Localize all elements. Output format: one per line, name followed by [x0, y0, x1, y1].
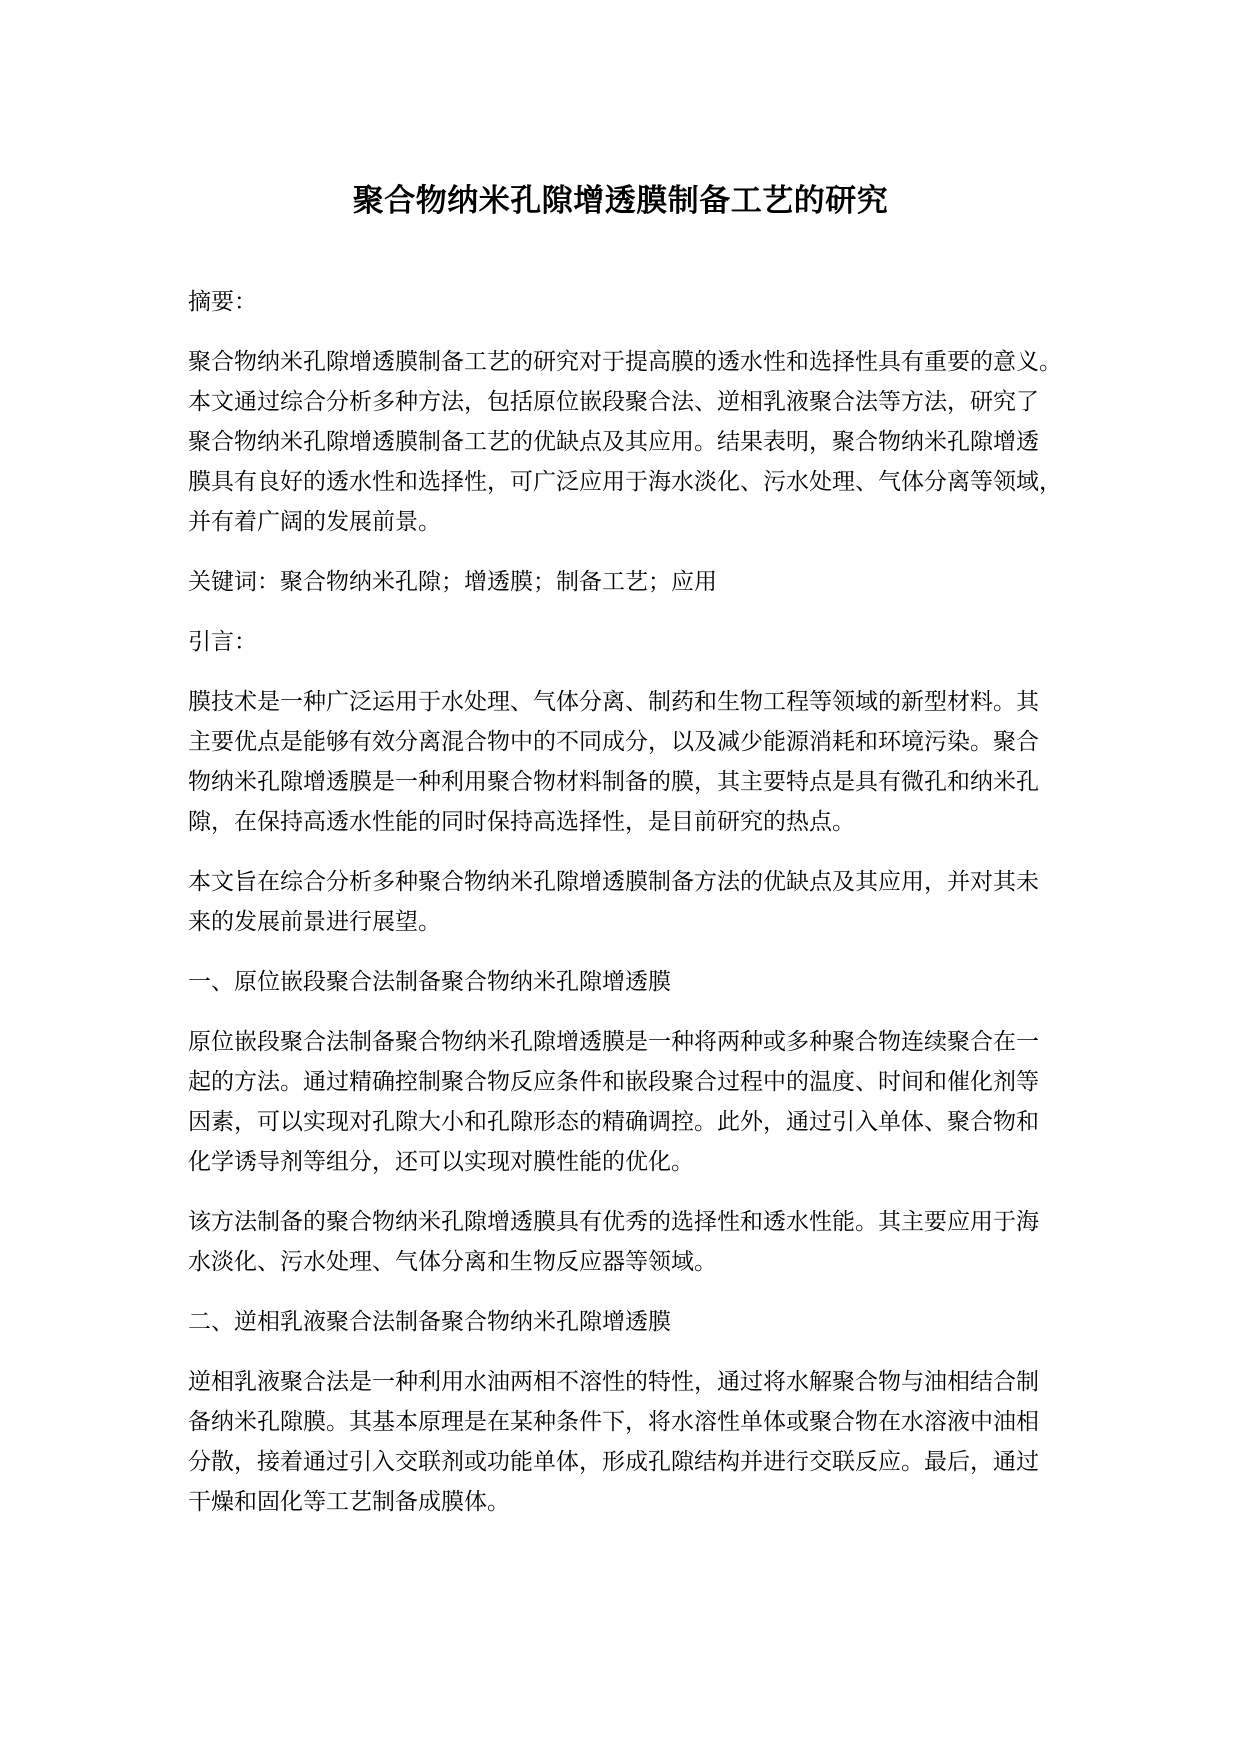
text-line: 一、原位嵌段聚合法制备聚合物纳米孔隙增透膜	[188, 969, 671, 995]
text-line: 并有着广阔的发展前景。	[188, 509, 441, 535]
section-1-application-paragraph	[188, 1202, 1078, 1282]
document-body	[188, 282, 1078, 1542]
section-2-paragraph	[188, 1362, 1078, 1522]
text-line: 关键词：聚合物纳米孔隙；增透膜；制备工艺；应用	[188, 569, 717, 595]
text-line: 该方法制备的聚合物纳米孔隙增透膜具有优秀的选择性和透水性能。其主要应用于海	[188, 1209, 1039, 1235]
text-line: 因素，可以实现对孔隙大小和孔隙形态的精确调控。此外，通过引入单体、聚合物和	[188, 1109, 1039, 1135]
text-line: 原位嵌段聚合法制备聚合物纳米孔隙增透膜是一种将两种或多种聚合物连续聚合在一	[188, 1029, 1039, 1055]
text-line: 主要优点是能够有效分离混合物中的不同成分，以及减少能源消耗和环境污染。聚合	[188, 729, 1039, 755]
text-line: 来的发展前景进行展望。	[188, 909, 441, 935]
text-line: 膜具有良好的透水性和选择性，可广泛应用于海水淡化、污水处理、气体分离等领域，	[188, 469, 1062, 495]
text-line: 水淡化、污水处理、气体分离和生物反应器等领域。	[188, 1249, 717, 1275]
intro-aim-paragraph	[188, 862, 1078, 942]
text-line: 引言：	[188, 629, 257, 655]
text-line: 逆相乳液聚合法是一种利用水油两相不溶性的特性，通过将水解聚合物与油相结合制	[188, 1369, 1039, 1395]
text-line: 备纳米孔隙膜。其基本原理是在某种条件下，将水溶性单体或聚合物在水溶液中油相	[188, 1409, 1039, 1435]
text-line: 干燥和固化等工艺制备成膜体。	[188, 1489, 510, 1515]
text-line: 隙，在保持高透水性能的同时保持高选择性，是目前研究的热点。	[188, 809, 855, 835]
text-line: 本文通过综合分析多种方法，包括原位嵌段聚合法、逆相乳液聚合法等方法，研究了	[188, 389, 1039, 415]
intro-heading	[188, 622, 1078, 662]
text-line: 物纳米孔隙增透膜是一种利用聚合物材料制备的膜，其主要特点是具有微孔和纳米孔	[188, 769, 1039, 795]
text-line: 本文旨在综合分析多种聚合物纳米孔隙增透膜制备方法的优缺点及其应用，并对其未	[188, 869, 1039, 895]
abstract-paragraph	[188, 342, 1078, 542]
section-2-heading	[188, 1302, 1078, 1342]
text-line: 聚合物纳米孔隙增透膜制备工艺的研究对于提高膜的透水性和选择性具有重要的意义。	[188, 349, 1062, 375]
text-line: 起的方法。通过精确控制聚合物反应条件和嵌段聚合过程中的温度、时间和催化剂等	[188, 1069, 1039, 1095]
document-title: 聚合物纳米孔隙增透膜制备工艺的研究	[352, 183, 889, 219]
abstract-heading	[188, 282, 1078, 322]
text-line: 二、逆相乳液聚合法制备聚合物纳米孔隙增透膜	[188, 1309, 671, 1335]
section-1-paragraph	[188, 1022, 1078, 1182]
intro-paragraph	[188, 682, 1078, 842]
text-line: 分散，接着通过引入交联剂或功能单体，形成孔隙结构并进行交联反应。最后，通过	[188, 1449, 1039, 1475]
text-line: 化学诱导剂等组分，还可以实现对膜性能的优化。	[188, 1149, 694, 1175]
text-line: 摘要：	[188, 289, 257, 315]
section-1-heading	[188, 962, 1078, 1002]
text-line: 膜技术是一种广泛运用于水处理、气体分离、制药和生物工程等领域的新型材料。其	[188, 689, 1039, 715]
text-line: 聚合物纳米孔隙增透膜制备工艺的优缺点及其应用。结果表明，聚合物纳米孔隙增透	[188, 429, 1039, 455]
keywords	[188, 562, 1078, 602]
